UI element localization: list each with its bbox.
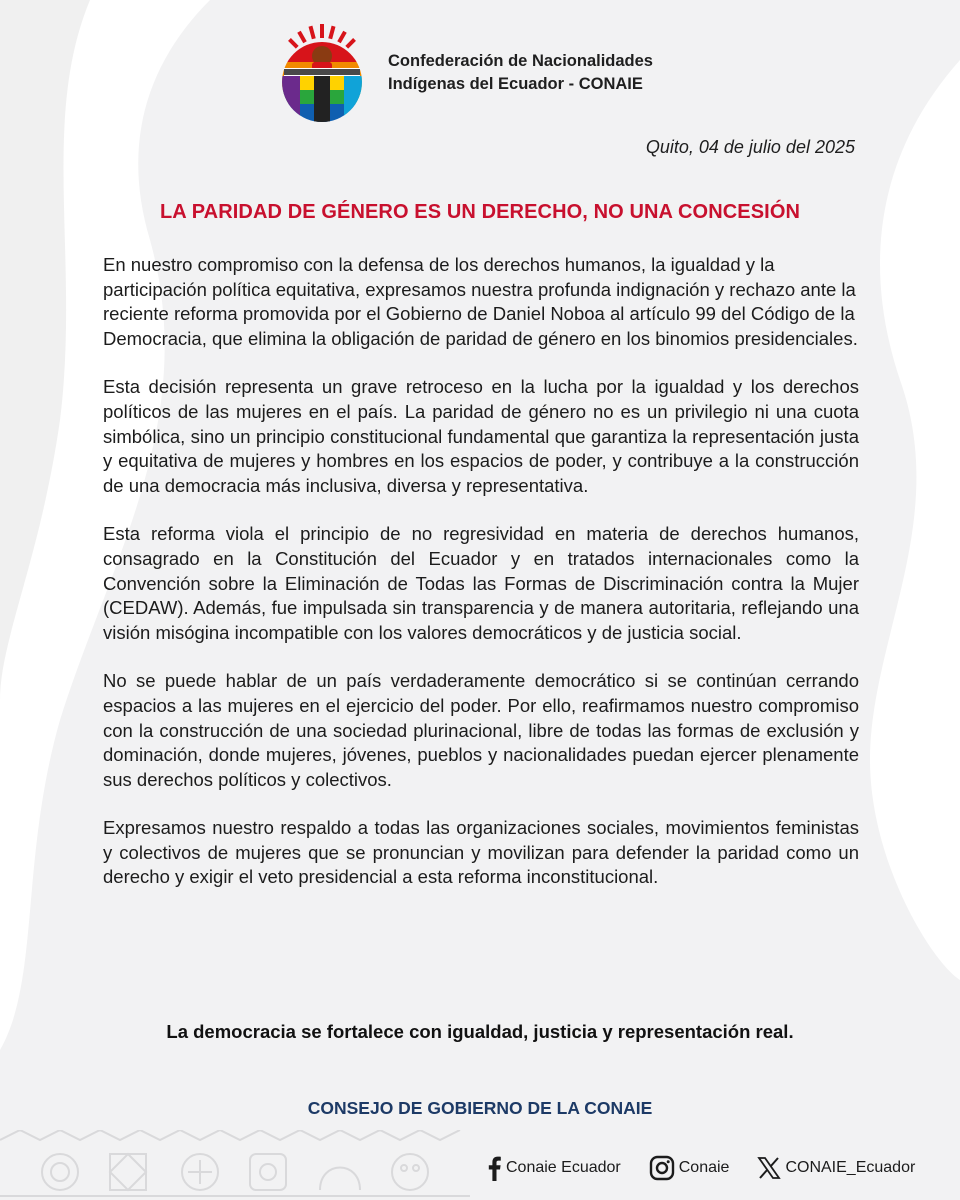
- x-icon: [757, 1156, 781, 1180]
- paragraph-5: Expresamos nuestro respaldo a todas las organizaciones sociales, movimientos feministas y colectivos de mujeres que se pronuncian y movilizan para defender la paridad como un derecho y exigir el veto presidencial a esta reforma inconstitucional.: [103, 817, 859, 888]
- paragraph-4: No se puede hablar de un país verdaderamente democrático si se continúan cerrando espacios a las mujeres en el ejercicio del poder. Por ello, reafirmamos nuestro compromiso con la construcción de una sociedad plurinacional, libre de todas las formas de exclusión y dominación, donde mujeres, jóvenes, pueblos y nacionalidades puedan ejercer plenamente sus derechos políticos y colectivos.: [103, 670, 859, 790]
- instagram-link[interactable]: [649, 1155, 730, 1181]
- paragraph-1: En nuestro compromiso con la defensa de los derechos humanos, la igualdad y la participación política equitativa, expresamos nuestra profunda indignación y rechazo ante la reciente reforma promovida por el Gobierno de Daniel Noboa al artículo 99 del Código de la Democracia, que elimina la obligación de paridad de género en los binomios presidenciales.: [103, 254, 858, 349]
- instagram-icon: [649, 1155, 675, 1181]
- organization-name-line1: Confederación de Nacionalidades: [388, 52, 653, 70]
- paragraph-2: Esta decisión representa un grave retroceso en la lucha por la igualdad y los derechos políticos de las mujeres en el país. La paridad de género no es un privilegio ni una cuota simbólica, sino un principio constitucional fundamental que garantiza la representación justa y equitativa de mujeres y hombres en los espacios de poder, y contribuye a la construcción de una democracia más inclusiva, diversa y representativa.: [103, 376, 859, 496]
- signature: CONSEJO DE GOBIERNO DE LA CONAIE: [307, 1098, 653, 1118]
- facebook-label: Conaie Ecuador: [506, 1159, 621, 1176]
- document-date: Quito, 04 de julio del 2025: [645, 137, 855, 157]
- facebook-link[interactable]: [486, 1155, 621, 1181]
- x-link[interactable]: [757, 1156, 915, 1180]
- facebook-icon: [486, 1155, 502, 1181]
- closing-statement: La democracia se fortalece con igualdad, justicia y representación real.: [166, 1021, 794, 1042]
- social-links: [486, 1152, 915, 1184]
- organization-name: [388, 50, 653, 96]
- organization-name-line2: Indígenas del Ecuador - CONAIE: [388, 75, 643, 93]
- conaie-logo-icon: [270, 22, 374, 126]
- document-body: [103, 253, 859, 914]
- instagram-label: Conaie: [678, 1159, 730, 1176]
- paragraph-3: Esta reforma viola el principio de no regresividad en materia de derechos humanos, consagrado en la Constitución del Ecuador y en tratados internacionales como la Convención sobre la Eliminación de Todas las Formas de Discriminación contra la Mujer (CEDAW). Además, fue impulsada sin transparencia y de manera autoritaria, reflejando una visión misógina incompatible con los valores democráticos y de justicia social.: [103, 523, 859, 643]
- x-label: CONAIE_Ecuador: [785, 1159, 916, 1176]
- decorative-pattern: [0, 1130, 470, 1200]
- document-title: LA PARIDAD DE GÉNERO ES UN DERECHO, NO UNA CONCESIÓN: [159, 201, 801, 223]
